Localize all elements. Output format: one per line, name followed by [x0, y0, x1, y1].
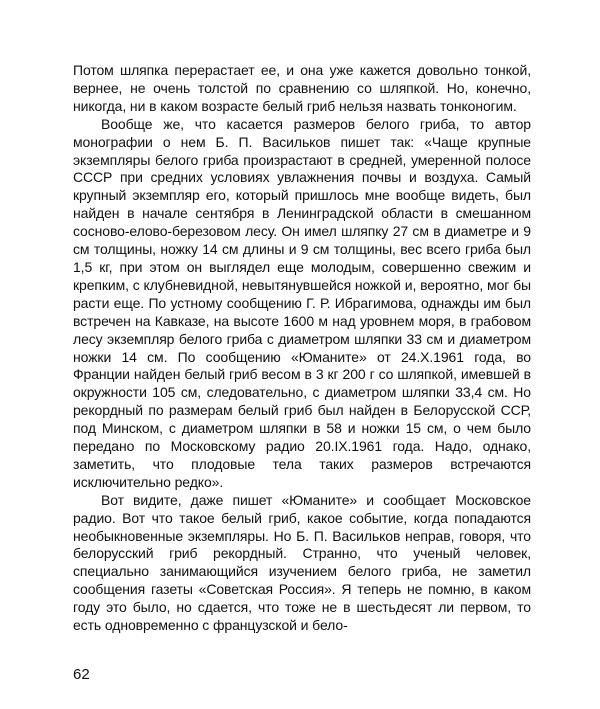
page-number: 62	[73, 666, 90, 683]
paragraph-2: Вообще же, что касается размеров белого гриба, то автор монографии о нем Б. П. Васильков пишет так: «Чаще крупные экземпляры белого гриба произрастают в средней, умеренной полосе СССР при средних условиях увлажнения почвы и воздуха. Самый крупный экземпляр его, который пришлось мне вообще видеть, был найден в начале сентября в Ленинградской области в смешанном сосново-елово-березовом лесу. Он имел шляпку 27 см в диаметре и 9 см толщины, ножку 14 см длины и 9 см толщины, вес всего гриба был 1,5 кг, при этом он выглядел еще молодым, совершенно свежим и крепким, с клубневидной, невытянувшейся ножкой и, вероятно, мог бы расти еще. По устному сообщению Г. Р. Ибрагимова, однажды им был встречен на Кавказе, на высоте 1600 м над уровнем моря, в грабовом лесу экземпляр белого гриба с диаметром шляпки 33 см и диаметром ножки 14 см. По сообщению «Юманите» от 24.X.1961 года, во Франции найден белый гриб весом в 3 кг 200 г со шляпкой, имевшей в окружности 105 см, следовательно, с диаметром шляпки 33,4 см. Но рекордный по размерам белый гриб был найден в Белорусской ССР, под Минском, с диаметром шляпки в 58 и ножки 15 см, о чем было передано по Московскому радио 20.IX.1961 года. Надо, однако, заметить, что плодовые тела таких размеров встречаются исключительно редко».	[73, 115, 531, 490]
body-text	[73, 62, 531, 635]
paragraph-3: Вот видите, даже пишет «Юманите» и сообщает Московское радио. Вот что такое белый гриб, какое событие, когда попадаются необыкновенные экземпляры. Но Б. П. Васильков неправ, говоря, что белорусский гриб рекордный. Странно, что ученый человек, специально занимающийся изучением белого гриба, не заметил сообщения газеты «Советская Россия». Я теперь не помню, в каком году это было, но сдается, что тоже не в шестьдесят ли первом, то есть одновременно с французской и бело-	[73, 491, 531, 634]
paragraph-1: Потом шляпка перерастает ее, и она уже кажется довольно тонкой, вернее, не очень толстой по сравнению со шляпкой. Но, конечно, никогда, ни в каком возрасте белый гриб нельзя назвать тонконогим.	[73, 62, 531, 114]
